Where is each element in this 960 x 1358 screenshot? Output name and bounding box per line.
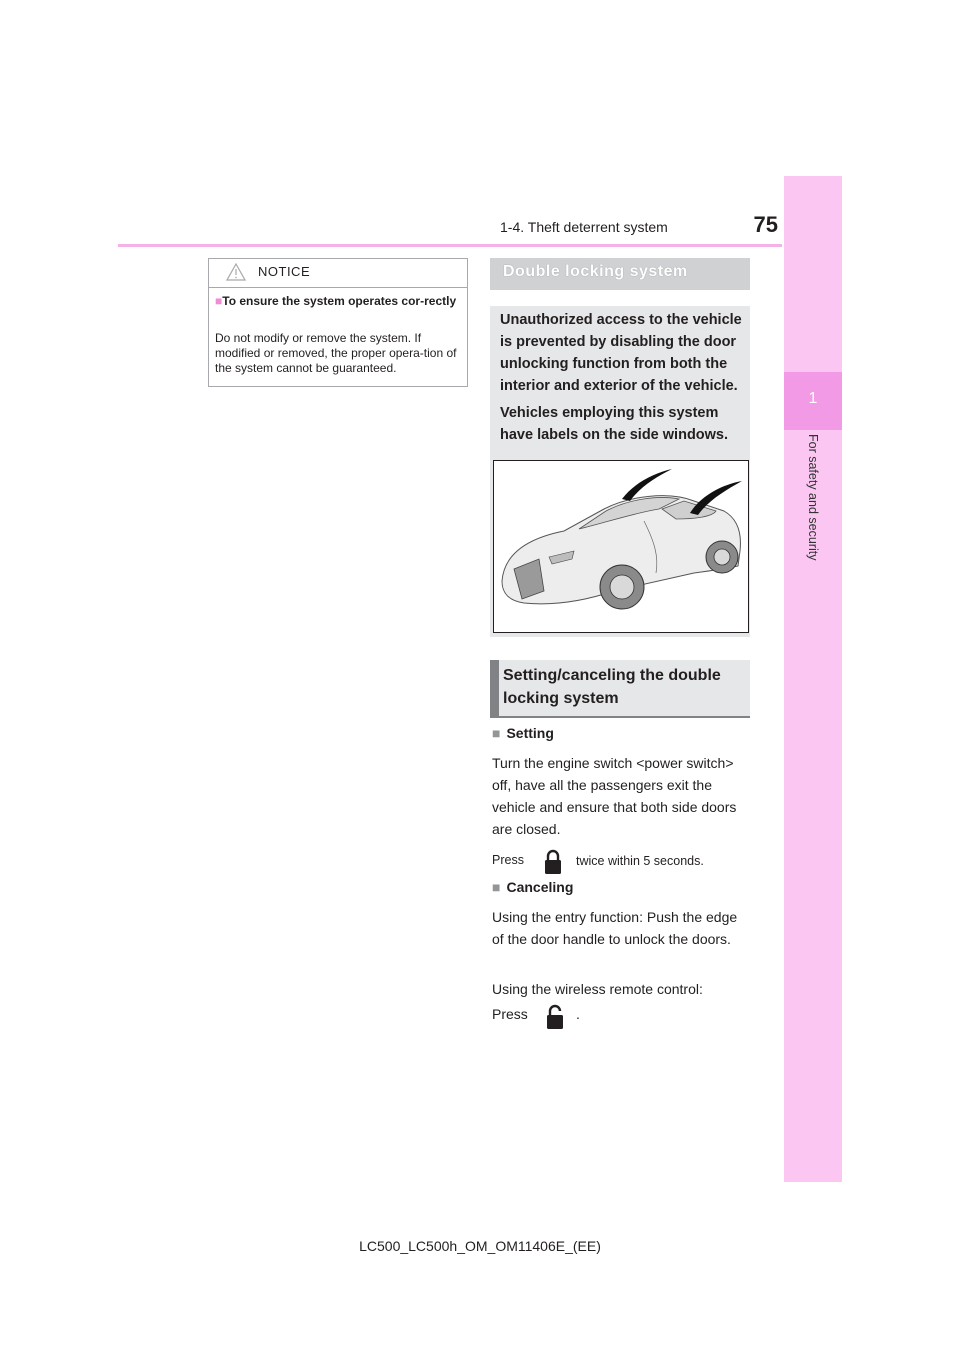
lead-text-1: Unauthorized access to the vehicle is prevented by disabling the door unlocking function from both the interior and exterior of the vehicle. xyxy=(500,312,742,394)
car-drawing xyxy=(494,461,748,632)
notice-header xyxy=(208,258,468,288)
chapter-number: 1 xyxy=(808,390,818,407)
canceling-text-2: Using the wireless remote control: xyxy=(492,981,703,997)
lead-text-2: Vehicles employing this system have labels on the side windows. xyxy=(500,405,729,443)
setting-heading-text: Setting xyxy=(506,725,554,741)
notice-title: NOTICE xyxy=(258,264,311,279)
setting-canceling-title: Setting/canceling the double locking system xyxy=(503,667,721,707)
unlock-icon xyxy=(544,1003,566,1031)
header-rule xyxy=(118,244,782,247)
footer-code: LC500_LC500h_OM_OM11406E_(EE) xyxy=(359,1238,601,1254)
press-lock-instruction xyxy=(492,848,748,878)
setting-heading: ■ Setting xyxy=(492,725,554,741)
press-unlock-instruction xyxy=(492,1003,748,1033)
notice-subheading: ■To ensure the system operates cor-rectly xyxy=(215,294,457,308)
notice-text: Do not modify or remove the system. If modified or removed, the proper opera-tion of the system cannot be guaranteed. xyxy=(215,331,457,375)
chapter-label: For safety and security xyxy=(806,434,820,561)
canceling-heading: ■ Canceling xyxy=(492,879,574,895)
side-tab xyxy=(784,176,842,1182)
press-suffix-2: . xyxy=(576,1006,580,1022)
press-label-2: Press xyxy=(492,1006,528,1022)
warning-triangle-icon xyxy=(226,263,246,281)
subsection-bar xyxy=(490,660,499,718)
section-title: 1-4. Theft deterrent system xyxy=(500,219,668,235)
notice-subheading-text: To ensure the system operates cor-rectly xyxy=(222,294,457,308)
car-illustration xyxy=(493,460,749,633)
press-label: Press xyxy=(492,853,524,867)
canceling-text-1: Using the entry function: Push the edge of the door handle to unlock the doors. xyxy=(492,909,738,947)
double-locking-title: Double locking system xyxy=(503,263,688,280)
canceling-heading-text: Canceling xyxy=(506,879,574,895)
press-suffix: twice within 5 seconds. xyxy=(576,854,704,868)
setting-text: Turn the engine switch <power switch> off, have all the passengers exit the vehicle and ensure that both side doors are closed. xyxy=(492,755,737,837)
page-number: 75 xyxy=(753,212,778,237)
lock-icon xyxy=(542,848,564,876)
